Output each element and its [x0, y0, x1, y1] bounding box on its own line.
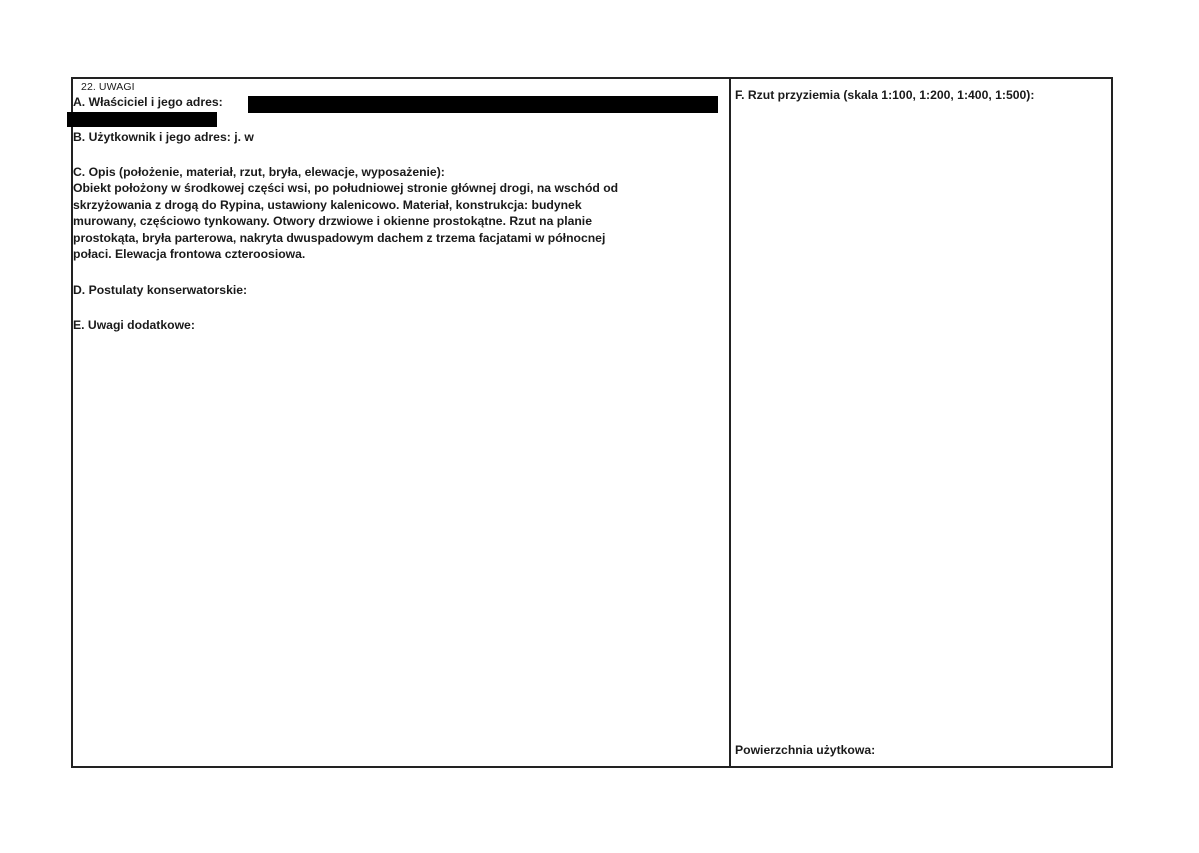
- owner-redaction-bar-continued: [67, 112, 217, 127]
- owner-redaction-bar: [248, 96, 718, 113]
- description-line: Obiekt położony w środkowej części wsi, po południowej stronie głównej drogi, na wschód od: [73, 181, 619, 196]
- user-label: B. Użytkownik i jego adres:: [73, 130, 231, 144]
- description-line: skrzyżowania z drogą do Rypina, ustawiony kalenicowo. Materiał, konstrukcja: budynek: [73, 197, 582, 212]
- description-block: [73, 164, 723, 262]
- column-divider: [729, 77, 731, 768]
- ground-plan-column: [733, 79, 1111, 766]
- owner-label: A. Właściciel i jego adres:: [73, 95, 223, 109]
- ground-plan-label: F. Rzut przyziemia (skala 1:100, 1:200, 1:400, 1:500):: [735, 88, 1035, 102]
- description-line: prostokąta, bryła parterowa, nakryta dwuspadowym dachem z trzema facjatami w północnej: [73, 230, 606, 245]
- user-value: j. w: [234, 130, 254, 144]
- postulates-label: D. Postulaty konserwatorskie:: [73, 283, 248, 297]
- additional-notes-label: E. Uwagi dodatkowe:: [73, 318, 195, 332]
- description-label: C. Opis (położenie, materiał, rzut, bryła, elewacje, wyposażenie):: [73, 165, 445, 179]
- remarks-column: [73, 79, 727, 766]
- description-line: murowany, częściowo tynkowany. Otwory drzwiowe i okienne prostokątne. Rzut na planie: [73, 214, 592, 229]
- section-number-label: 22. UWAGI: [81, 81, 135, 93]
- description-line: połaci. Elewacja frontowa czteroosiowa.: [73, 247, 306, 262]
- user-row: [73, 129, 254, 146]
- usable-area-label: Powierzchnia użytkowa:: [735, 743, 876, 757]
